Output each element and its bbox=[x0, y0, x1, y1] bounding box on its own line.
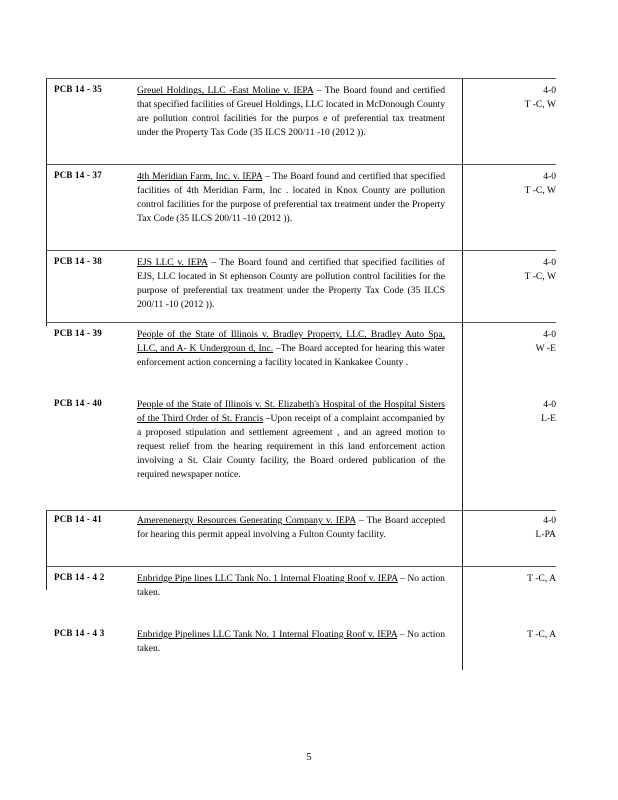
row-divider bbox=[46, 322, 556, 323]
vote-cell bbox=[466, 84, 556, 112]
case-number: PCB 14 - 35 bbox=[54, 84, 102, 94]
case-text: – The Board accepted for hearing this permit appeal involving a Fulton County facility. bbox=[137, 515, 445, 540]
case-text: –Upon receipt of a complaint accompanied by a proposed stipulation and settlement agreement , and an agreed motion to request relief from the hearing requirement in this land enforcement action involving a St. Clair County facility, the Board ordered publication of the required newspaper notice. bbox=[137, 413, 445, 480]
case-text: – No action taken. bbox=[137, 629, 445, 654]
case-code: T -C, A bbox=[527, 573, 556, 584]
case-title: People of the State of Illinois v. St. Elizabeth's Hospital of the Hospital Sisters of the Third Order of St. Francis bbox=[137, 399, 445, 424]
left-rule-lower bbox=[46, 510, 47, 590]
case-number: PCB 14 - 39 bbox=[54, 328, 102, 338]
vote-cell bbox=[466, 514, 556, 542]
row-divider bbox=[46, 78, 556, 79]
case-description bbox=[137, 514, 445, 542]
case-number: PCB 14 - 38 bbox=[54, 256, 102, 266]
vote-cell bbox=[466, 572, 556, 586]
case-title: Amerenenergy Resources Generating Company v. IEPA bbox=[137, 515, 356, 526]
vote-count: 4-0 bbox=[543, 329, 556, 340]
vote-count: 4-0 bbox=[543, 85, 556, 96]
vote-cell bbox=[466, 398, 556, 426]
left-rule bbox=[46, 78, 47, 326]
page-number: 5 bbox=[306, 752, 312, 763]
case-title: Greuel Holdings, LLC -East Moline v. IEPA bbox=[137, 85, 314, 96]
case-number: PCB 14 - 41 bbox=[54, 514, 102, 524]
case-title: 4th Meridian Farm, Inc. v. IEPA bbox=[137, 171, 263, 182]
case-code: L-PA bbox=[535, 529, 556, 540]
case-code: T -C, A bbox=[527, 629, 556, 640]
case-description bbox=[137, 84, 445, 140]
vote-cell bbox=[466, 170, 556, 198]
case-code: W -E bbox=[535, 343, 556, 354]
case-title: People of the State of Illinois v. Bradley Property, LLC, Bradley Auto Spa, LLC, and A- K Undergroun d, Inc. bbox=[137, 329, 445, 354]
case-title: Enbridge Pipe lines LLC Tank No. 1 Internal Floating Roof v. IEPA bbox=[137, 573, 398, 584]
row-divider bbox=[46, 510, 556, 511]
case-description bbox=[137, 398, 445, 482]
vote-cell bbox=[466, 256, 556, 284]
case-description bbox=[137, 328, 445, 370]
vote-count: 4-0 bbox=[543, 171, 556, 182]
case-description bbox=[137, 256, 445, 312]
case-text: – The Board found and certified that specified facilities of Greuel Holdings, LLC located in McDonough County are pollution control facilities for the purpos e of preferential tax treatment under the Property Tax Code (35 ILCS 200/11 -10 (2012 )). bbox=[137, 85, 445, 138]
vote-count: 4-0 bbox=[543, 257, 556, 268]
case-number: PCB 14 - 40 bbox=[54, 398, 102, 408]
case-code: T -C, W bbox=[524, 185, 556, 196]
row-divider bbox=[46, 250, 556, 251]
case-code: L-E bbox=[541, 413, 556, 424]
right-rule bbox=[462, 78, 463, 670]
case-text: – The Board found and certified that specified facilities of EJS, LLC located in St ephenson County are pollution control facilities for the purpose of preferential tax treatment under the Property Tax Code (35 ILCS 200/11 -10 (2012 )). bbox=[137, 257, 445, 310]
row-divider bbox=[46, 164, 556, 165]
vote-count: 4-0 bbox=[543, 399, 556, 410]
case-title: Enbridge Pipelines LLC Tank No. 1 Internal Floating Roof v. IEPA bbox=[137, 629, 398, 640]
case-text: – No action taken. bbox=[137, 573, 445, 598]
case-number: PCB 14 - 4 3 bbox=[54, 628, 105, 638]
case-code: T -C, W bbox=[524, 99, 556, 110]
case-text: –The Board accepted for hearing this water enforcement action concerning a facility located in Kankakee County . bbox=[137, 343, 445, 368]
case-description bbox=[137, 628, 445, 656]
case-code: T -C, W bbox=[524, 271, 556, 282]
vote-cell bbox=[466, 328, 556, 356]
case-description bbox=[137, 572, 445, 600]
case-text: – The Board found and certified that specified facilities of 4th Meridian Farm, Inc . located in Knox County are pollution control facilities for the purpose of preferential tax treatment under the Property Tax Code (35 ILCS 200/11 -10 (2012 )). bbox=[137, 171, 445, 224]
case-number: PCB 14 - 37 bbox=[54, 170, 102, 180]
vote-count: 4-0 bbox=[543, 515, 556, 526]
case-number: PCB 14 - 4 2 bbox=[54, 572, 105, 582]
row-divider bbox=[46, 566, 556, 567]
case-description bbox=[137, 170, 445, 226]
case-title: EJS LLC v. IEPA bbox=[137, 257, 208, 268]
vote-cell bbox=[466, 628, 556, 642]
